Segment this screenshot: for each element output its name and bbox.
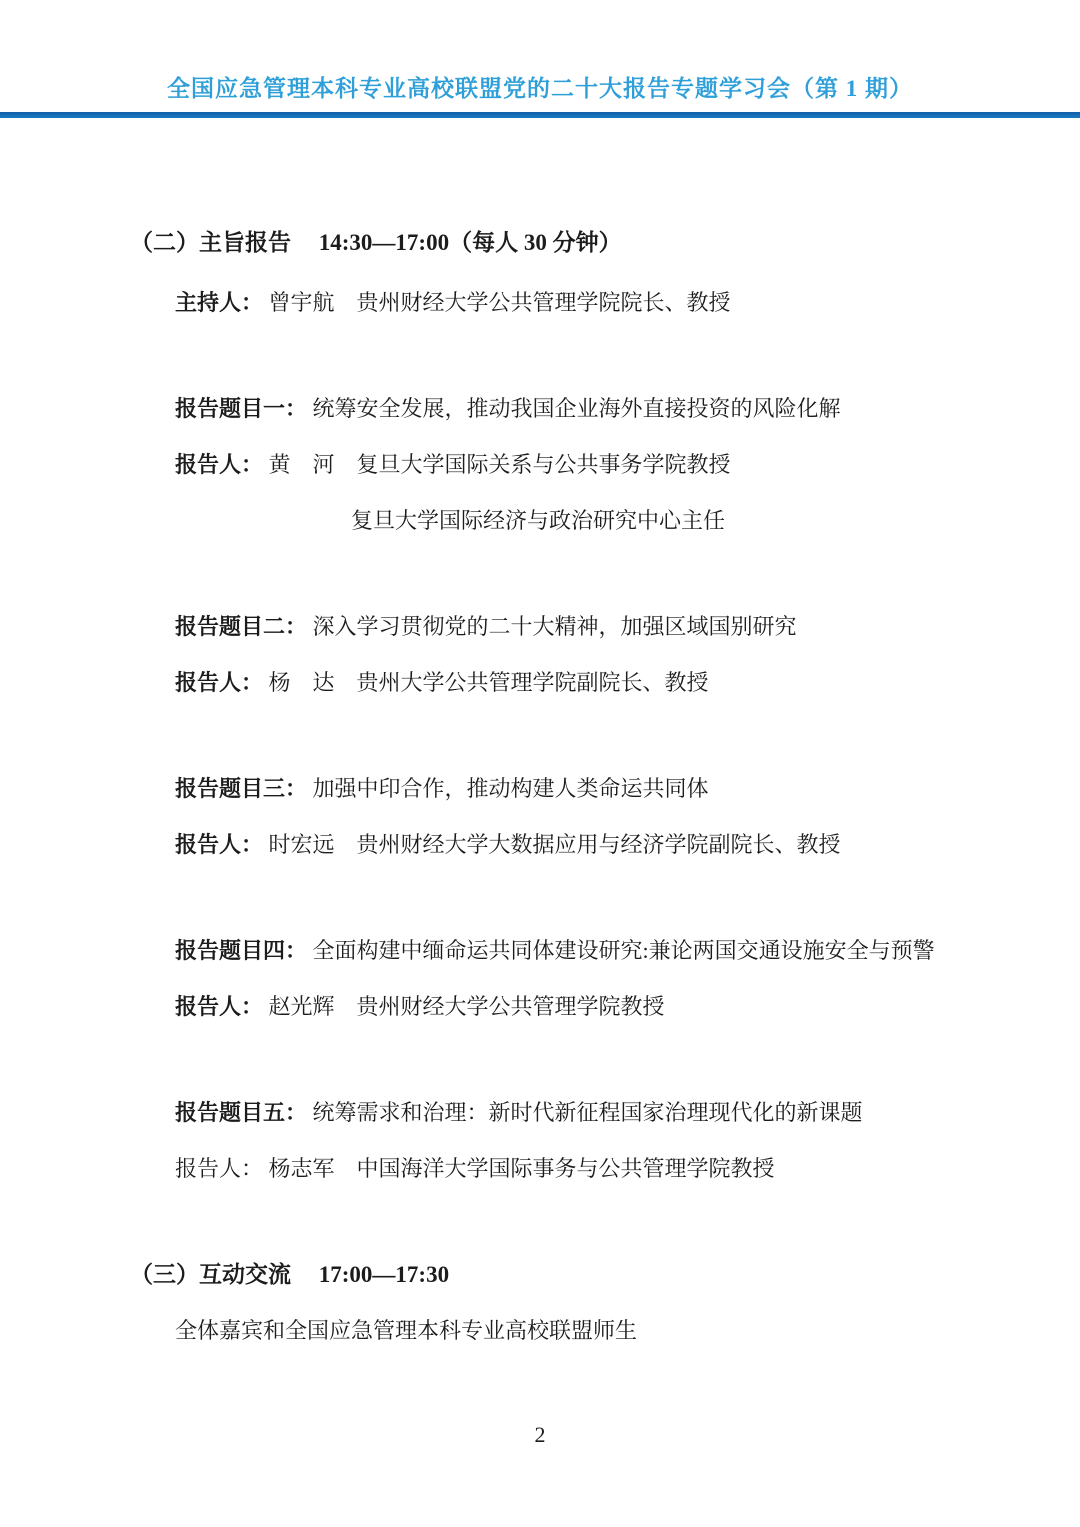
report-1-speaker-label: 报告人： [175, 452, 264, 477]
report-4-title-line [175, 936, 1020, 966]
page-number: 2 [534, 1422, 546, 1447]
document-body [0, 228, 1080, 1346]
report-4-speaker: 赵光辉 贵州财经大学公共管理学院教授 [268, 994, 665, 1019]
report-5-speaker-line [175, 1154, 1020, 1184]
report-block-2 [130, 612, 1020, 698]
discussion-body: 全体嘉宾和全国应急管理本科专业高校联盟师生 [175, 1318, 638, 1343]
report-2-title-label: 报告题目二： [175, 614, 308, 639]
report-block-3 [130, 774, 1020, 860]
page-header [0, 0, 1080, 118]
header-title: 全国应急管理本科专业高校联盟党的二十大报告专题学习会（第 1 期） [167, 76, 913, 101]
report-1-speaker-extra: 复旦大学国际经济与政治研究中心主任 [351, 508, 726, 533]
report-3-speaker-label: 报告人： [175, 832, 264, 857]
report-1-speaker: 黄 河 复旦大学国际关系与公共事务学院教授 [268, 452, 731, 477]
report-1-title: 统筹安全发展，推动我国企业海外直接投资的风险化解 [312, 396, 841, 421]
report-3-speaker-line [175, 830, 1020, 860]
report-block-1 [130, 394, 1020, 536]
section-keynote-heading [130, 228, 1020, 258]
host-label: 主持人： [175, 290, 264, 315]
header-rule [0, 112, 1080, 118]
section-discussion-heading-label: （三）互动交流 [130, 1262, 291, 1287]
host-line [175, 288, 1020, 318]
report-2-title: 深入学习贯彻党的二十大精神，加强区域国别研究 [312, 614, 797, 639]
section-discussion-heading [130, 1260, 1020, 1290]
report-3-title: 加强中印合作，推动构建人类命运共同体 [312, 776, 709, 801]
report-block-4 [130, 936, 1020, 1022]
report-2-speaker-label: 报告人： [175, 670, 264, 695]
section-keynote-heading-label: （二）主旨报告 [130, 230, 291, 255]
report-4-title-label: 报告题目四： [175, 938, 308, 963]
report-5-title-line [175, 1098, 1020, 1128]
section-keynote-heading-time: 14:30—17:00（每人 30 分钟） [318, 230, 622, 255]
report-2-title-line [175, 612, 1020, 642]
report-block-5 [130, 1098, 1020, 1184]
report-4-speaker-label: 报告人： [175, 994, 264, 1019]
report-2-speaker: 杨 达 贵州大学公共管理学院副院长、教授 [268, 670, 709, 695]
report-4-title: 全面构建中缅命运共同体建设研究:兼论两国交通设施安全与预警 [312, 938, 935, 963]
report-1-title-label: 报告题目一： [175, 396, 308, 421]
report-5-title-label: 报告题目五： [175, 1100, 308, 1125]
report-5-speaker-label: 报告人： [175, 1156, 264, 1181]
report-1-speaker-line [175, 450, 1020, 480]
report-2-speaker-line [175, 668, 1020, 698]
report-3-title-line [175, 774, 1020, 804]
report-1-title-line [175, 394, 1020, 424]
host-value: 曾宇航 贵州财经大学公共管理学院院长、教授 [268, 290, 731, 315]
report-5-speaker: 杨志军 中国海洋大学国际事务与公共管理学院教授 [268, 1156, 775, 1181]
report-4-speaker-line [175, 992, 1020, 1022]
report-3-title-label: 报告题目三： [175, 776, 308, 801]
report-5-title: 统筹需求和治理：新时代新征程国家治理现代化的新课题 [312, 1100, 863, 1125]
section-discussion-heading-time: 17:00—17:30 [318, 1262, 450, 1287]
report-3-speaker: 时宏远 贵州财经大学大数据应用与经济学院副院长、教授 [268, 832, 841, 857]
